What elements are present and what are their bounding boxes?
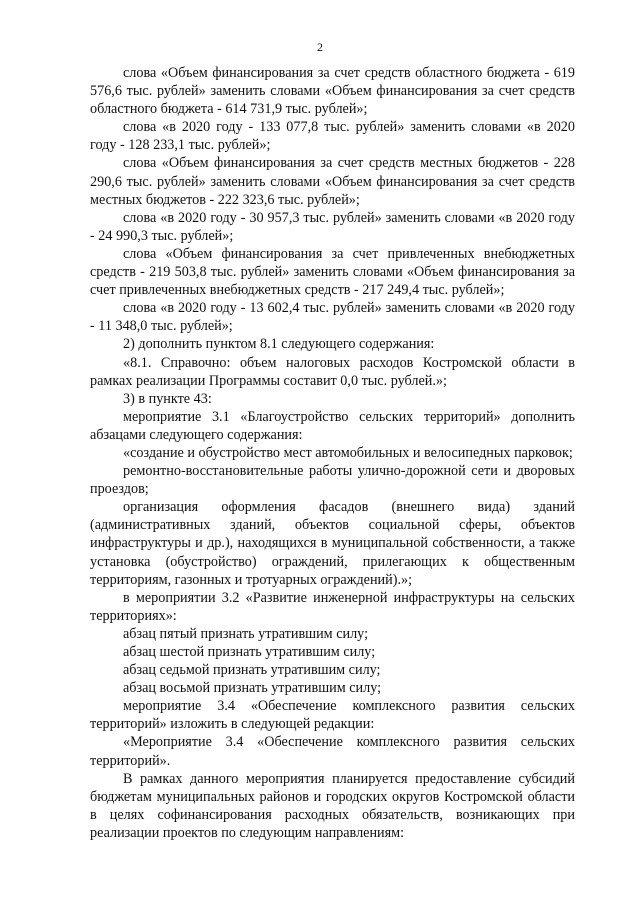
paragraph: мероприятие 3.4 «Обеспечение комплексного развития сельских территорий» изложить в следующей редакции: — [90, 698, 575, 733]
paragraph: 2) дополнить пунктом 8.1 следующего содержания: — [123, 336, 435, 353]
page-number: 2 — [317, 40, 323, 54]
list-item: абзац седьмой признать утратившим силу; — [123, 662, 381, 679]
paragraph: «создание и обустройство мест автомобильных и велосипедных парковок; — [123, 444, 573, 461]
paragraph: В рамках данного мероприятия планируется предоставление субсидий бюджетам муниципальных районов и городских округов Костромской области в целях софинансирования расходных обязательств, возникающих при реализации проектов по следующим направлениям: — [90, 770, 575, 841]
paragraph: организация оформления фасадов (внешнего вида) зданий (административных зданий, объектов социальной сферы, объектов инфраструктуры и др.), находящихся в муниципальной собственности, а также установка (обустройство) ограждений, прилегающих к общественным территориям, газонных и тротуарных ограждений).»; — [90, 499, 575, 588]
paragraph: ремонтно-восстановительные работы улично-дорожной сети и дворовых проездов; — [90, 463, 575, 498]
paragraph: слова «Объем финансирования за счет средств областного бюджета - 619 576,6 тыс. рублей» заменить словами «Объем финансирования за счет средств областного бюджета - 614 731,9 тыс. рублей»; — [90, 65, 575, 118]
paragraph: слова «в 2020 году - 30 957,3 тыс. рублей» заменить словами «в 2020 году - 24 990,3 тыс. рублей»; — [90, 209, 575, 244]
paragraph: слова «Объем финансирования за счет средств местных бюджетов - 228 290,6 тыс. рублей» заменить словами «Объем финансирования за счет средств местных бюджетов - 222 323,6 тыс. рублей»; — [90, 155, 575, 208]
paragraph: в мероприятии 3.2 «Развитие инженерной инфраструктуры на сельских территориях»: — [90, 589, 575, 624]
document-body — [90, 64, 575, 842]
paragraph: слова «в 2020 году - 13 602,4 тыс. рублей» заменить словами «в 2020 году - 11 348,0 тыс. рублей»; — [90, 300, 575, 335]
paragraph: слова «в 2020 году - 133 077,8 тыс. рублей» заменить словами «в 2020 году - 128 233,1 тыс. рублей»; — [90, 119, 575, 154]
list-item: абзац пятый признать утратившим силу; — [123, 625, 369, 642]
paragraph: слова «Объем финансирования за счет привлеченных внебюджетных средств - 219 503,8 тыс. рублей» заменить словами «Объем финансирования за счет привлеченных внебюджетных средств - 217 249,4 тыс. рублей»; — [90, 245, 575, 299]
list-item: абзац восьмой признать утратившим силу; — [123, 680, 382, 697]
list-item: абзац шестой признать утратившим силу; — [123, 644, 376, 660]
paragraph: мероприятие 3.1 «Благоустройство сельских территорий» дополнить абзацами следующего содержания: — [90, 408, 575, 443]
paragraph: 3) в пункте 43: — [123, 390, 212, 407]
paragraph: «Мероприятие 3.4 «Обеспечение комплексного развития сельских территорий». — [90, 734, 575, 769]
paragraph: «8.1. Справочно: объем налоговых расходов Костромской области в рамках реализации Программы составит 0,0 тыс. рублей.»; — [90, 354, 575, 389]
